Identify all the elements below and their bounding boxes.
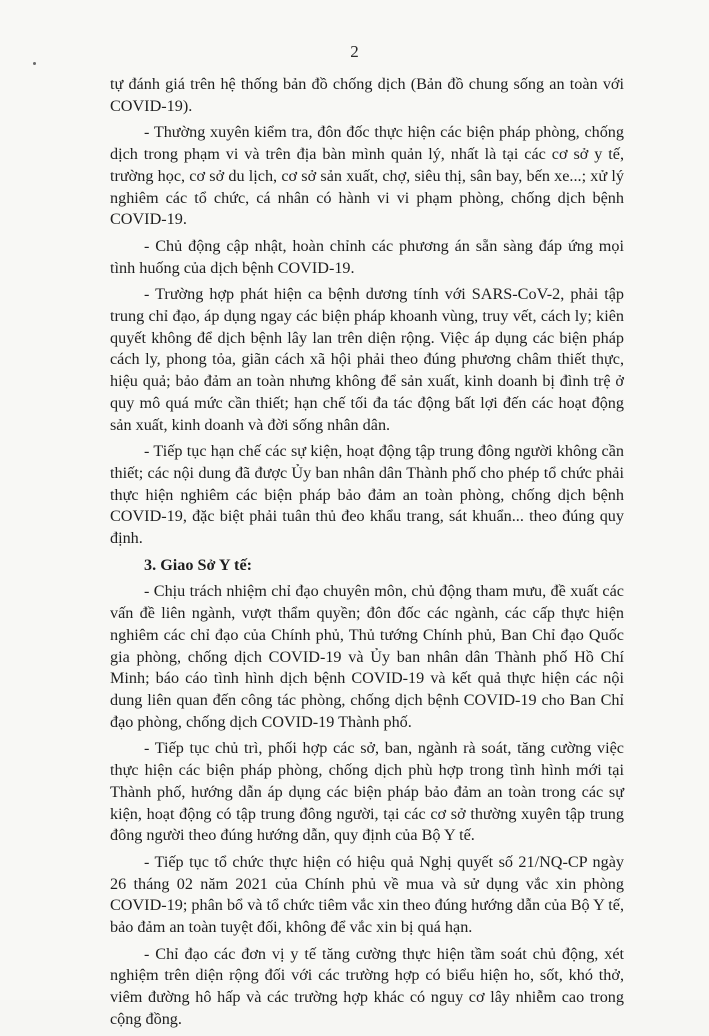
paragraph: - Chịu trách nhiệm chỉ đạo chuyên môn, chủ động tham mưu, đề xuất các vấn đề liên ngành, vượt thẩm quyền; đôn đốc các ngành, các cấp thực hiện nghiêm các chỉ đạo của Chính phủ, Thủ tướng Chính phủ, Ban Chỉ đạo Quốc gia phòng, chống dịch COVID-19 và Ủy ban nhân dân Thành phố Hồ Chí Minh; báo cáo tình hình dịch bệnh COVID-19 và kết quả thực hiện các nội dung liên quan đến công tác phòng, chống dịch bệnh COVID-19 cho Ban Chỉ đạo phòng, chống dịch COVID-19 Thành phố. <box>110 582 624 731</box>
scan-speck <box>33 62 36 65</box>
paragraph: - Tiếp tục tổ chức thực hiện có hiệu quả Nghị quyết số 21/NQ-CP ngày 26 tháng 02 năm 2021 của Chính phủ về mua và sử dụng vắc xin phòng COVID-19; phân bổ và tổ chức tiêm vắc xin theo đúng hướng dẫn của Bộ Y tế, bảo đảm an toàn tuyệt đối, không để vắc xin bị quá hạn. <box>110 852 624 937</box>
paragraph: - Chủ động cập nhật, hoàn chỉnh các phương án sẵn sàng đáp ứng mọi tình huống của dịch bệnh COVID-19. <box>110 236 624 277</box>
document-body <box>110 74 624 1036</box>
paragraph: - Chỉ đạo các đơn vị y tế tăng cường thực hiện tầm soát chủ động, xét nghiệm trên diện rộng đối với các trường hợp có biểu hiện ho, sốt, khó thở, viêm đường hô hấp và các trường hợp khác có nguy cơ lây nhiễm cao trong cộng đồng. <box>110 944 624 1028</box>
paragraph-continuation: tự đánh giá trên hệ thống bản đồ chống dịch (Bản đồ chung sống an toàn với COVID-19). <box>110 75 624 115</box>
paragraph: - Tiếp tục hạn chế các sự kiện, hoạt động tập trung đông người không cần thiết; các nội dung đã được Ủy ban nhân dân Thành phố cho phép tổ chức phải thực hiện nghiêm các biện pháp bảo đảm an toàn phòng, chống dịch bệnh COVID-19, đặc biệt phải tuân thủ đeo khẩu trang, sát khuẩn... theo đúng quy định. <box>110 442 624 548</box>
paragraph: - Tiếp tục chủ trì, phối hợp các sở, ban, ngành rà soát, tăng cường việc thực hiện các biện pháp phòng, chống dịch phù hợp trong tình hình mới tại Thành phố, hướng dẫn áp dụng các biện pháp bảo đảm an toàn trong các sự kiện, hoạt động có tập trung đông người, tại các cơ sở thường xuyên tập trung đông người theo đúng hướng dẫn, quy định của Bộ Y tế. <box>110 739 624 845</box>
paragraph: - Trường hợp phát hiện ca bệnh dương tính với SARS-CoV-2, phải tập trung chỉ đạo, áp dụng ngay các biện pháp khoanh vùng, truy vết, cách ly; kiên quyết không để dịch bệnh lây lan trên diện rộng. Việc áp dụng các biện pháp cách ly, phong tỏa, giãn cách xã hội phải theo đúng phương châm thiết thực, hiệu quả; bảo đảm an toàn nhưng không để sản xuất, kinh doanh bị đình trệ ở quy mô quá mức cần thiết; hạn chế tối đa tác động bất lợi đến các hoạt động sản xuất, kinh doanh và đời sống nhân dân. <box>110 285 624 434</box>
paragraph: - Thường xuyên kiểm tra, đôn đốc thực hiện các biện pháp phòng, chống dịch trong phạm vi và trên địa bàn mình quản lý, nhất là tại các cơ sở y tế, trường học, cơ sở du lịch, cơ sở sản xuất, chợ, siêu thị, sân bay, bến xe...; xử lý nghiêm các tổ chức, cá nhân có hành vi vi phạm phòng, chống dịch bệnh COVID-19. <box>110 123 624 229</box>
section-heading: 3. Giao Sở Y tế: <box>144 555 253 574</box>
page-number: 2 <box>350 42 359 61</box>
